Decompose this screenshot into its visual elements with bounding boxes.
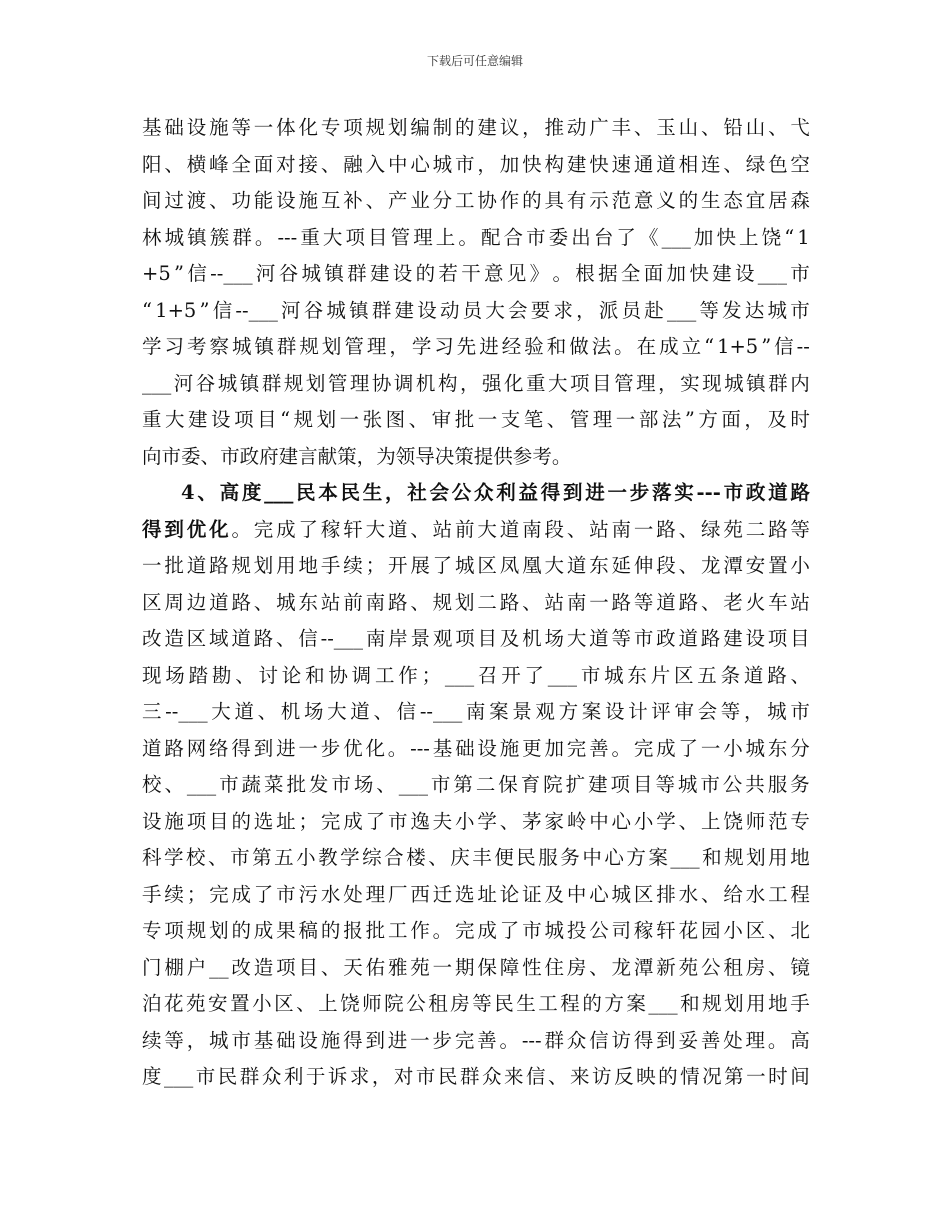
text-line: 林 城 镇 簇 群 。 --- 重 大 项 目 管 理 上 。 配 合 市 委 出 台 了 《 ___ 加 快 上 饶 “ 1 [142, 225, 810, 249]
text-line: 一 批 道 路 规 划 用 地 手 续 ； 开 展 了 城 区 凤 凰 大 道 东 延 伸 段 、 龙 潭 安 置 小 [142, 554, 810, 577]
text-line: 阳 、 横 峰 全 面 对 接 、 融 入 中 心 城 市 ， 加 快 构 建 快 速 通 道 相 连 、 绿 色 空 [142, 152, 810, 176]
document-body [142, 110, 810, 1096]
text-line: 续 等 ， 城 市 基 础 设 施 得 到 进 一 步 完 善 。 --- 群 众 信 访 得 到 妥 善 处 理 。 高 [142, 1028, 810, 1052]
text-line: 间 过 渡 、 功 能 设 施 互 补 、 产 业 分 工 协 作 的 具 有 示 范 意 义 的 生 态 宜 居 森 [142, 189, 810, 212]
text-line: 重 大 建 设 项 目 “ 规 划 一 张 图 、 审 批 一 支 笔 、 管 理 一 部 法 ” 方 面 ， 及 时 [142, 408, 810, 431]
page-header: 下载后可任意编辑 [426, 54, 523, 68]
text-line: 基 础 设 施 等 一 体 化 专 项 规 划 编 制 的 建 议 ， 推 动 广 丰 、 玉 山 、 铅 山 、 弋 [142, 116, 810, 139]
text-line: 4 、 高 度 ___ 民 本 民 生 ， 社 会 公 众 利 益 得 到 进 一 步 落 实 --- 市 政 道 路 [181, 481, 810, 504]
text-line: 学 习 考 察 城 镇 群 规 划 管 理 ， 学 习 先 进 经 验 和 做 法 。 在 成 立 “ 1+5 ” 信 -- [142, 335, 810, 358]
text-line: 泊 花 苑 安 置 小 区 、 上 饶 师 院 公 租 房 等 民 生 工 程 的 方 案 ___ 和 规 划 用 地 手 [142, 992, 810, 1015]
text-line: ___ 河 谷 城 镇 群 规 划 管 理 协 调 机 构 ， 强 化 重 大 项 目 管 理 ， 实 现 城 镇 群 内 [142, 371, 810, 395]
text-line: +5 ” 信 --___ 河 谷 城 镇 群 建 设 的 若 干 意 见 》 。 根 据 全 面 加 快 建 设 ___ 市 [142, 262, 810, 285]
text-line: 三 --___ 大 道 、 机 场 大 道 、 信 --___ 南 案 景 观 方 案 设 计 评 审 会 等 ， 城 市 [142, 700, 810, 723]
text-line: 门 棚 户 __ 改 造 项 目 、 天 佑 雅 苑 一 期 保 障 性 住 房 、 龙 潭 新 苑 公 租 房 、 镜 [142, 955, 810, 979]
text-line: 度 ___ 市 民 群 众 利 于 诉 求 ， 对 市 民 群 众 来 信 、 来 访 反 映 的 情 况 第 一 时 间 [142, 1065, 810, 1088]
text-line: “ 1+5 ” 信 --___ 河 谷 城 镇 群 建 设 动 员 大 会 要 求 ， 派 员 赴 ___ 等 发 达 城 市 [142, 298, 810, 322]
text-line: 改 造 区 域 道 路 、 信 --___ 南 岸 景 观 项 目 及 机 场 大 道 等 市 政 道 路 建 设 项 目 [142, 627, 810, 650]
text-line: 设 施 项 目 的 选 址 ； 完 成 了 市 逸 夫 小 学 、 茅 家 岭 中 心 小 学 、 上 饶 师 范 专 [142, 809, 810, 833]
text-line: 道 路 网 络 得 到 进 一 步 优 化 。 --- 基 础 设 施 更 加 完 善 。 完 成 了 一 小 城 东 分 [142, 736, 810, 760]
text-line: 专 项 规 划 的 成 果 稿 的 报 批 工 作 。 完 成 了 市 城 投 公 司 稼 轩 花 园 小 区 、 北 [142, 919, 810, 942]
text-line: 向 市 委 、 市 政 府 建 言 献 策 ， 为 领 导 决 策 提 供 参 考 。 [142, 444, 572, 468]
text-line: 手 续 ； 完 成 了 市 污 水 处 理 厂 西 迁 选 址 论 证 及 中 心 城 区 排 水 、 给 水 工 程 [142, 882, 810, 906]
text-line: 现 场 踏 勘 、 讨 论 和 协 调 工 作 ； ___ 召 开 了 ___ 市 城 东 片 区 五 条 道 路 、 [142, 663, 810, 687]
text-line: 区 周 边 道 路 、 城 东 站 前 南 路 、 规 划 二 路 、 站 南 一 路 等 道 路 、 老 火 车 站 [142, 590, 810, 614]
text-line: 科 学 校 、 市 第 五 小 教 学 综 合 楼 、 庆 丰 便 民 服 务 中 心 方 案 ___ 和 规 划 用 地 [142, 846, 810, 869]
text-line: 校 、 ___ 市 蔬 菜 批 发 市 场 、 ___ 市 第 二 保 育 院 扩 建 项 目 等 城 市 公 共 服 务 [142, 773, 810, 796]
text-line: 得 到 优 化 。 完 成 了 稼 轩 大 道 、 站 前 大 道 南 段 、 站 南 一 路 、 绿 苑 二 路 等 [142, 517, 810, 541]
